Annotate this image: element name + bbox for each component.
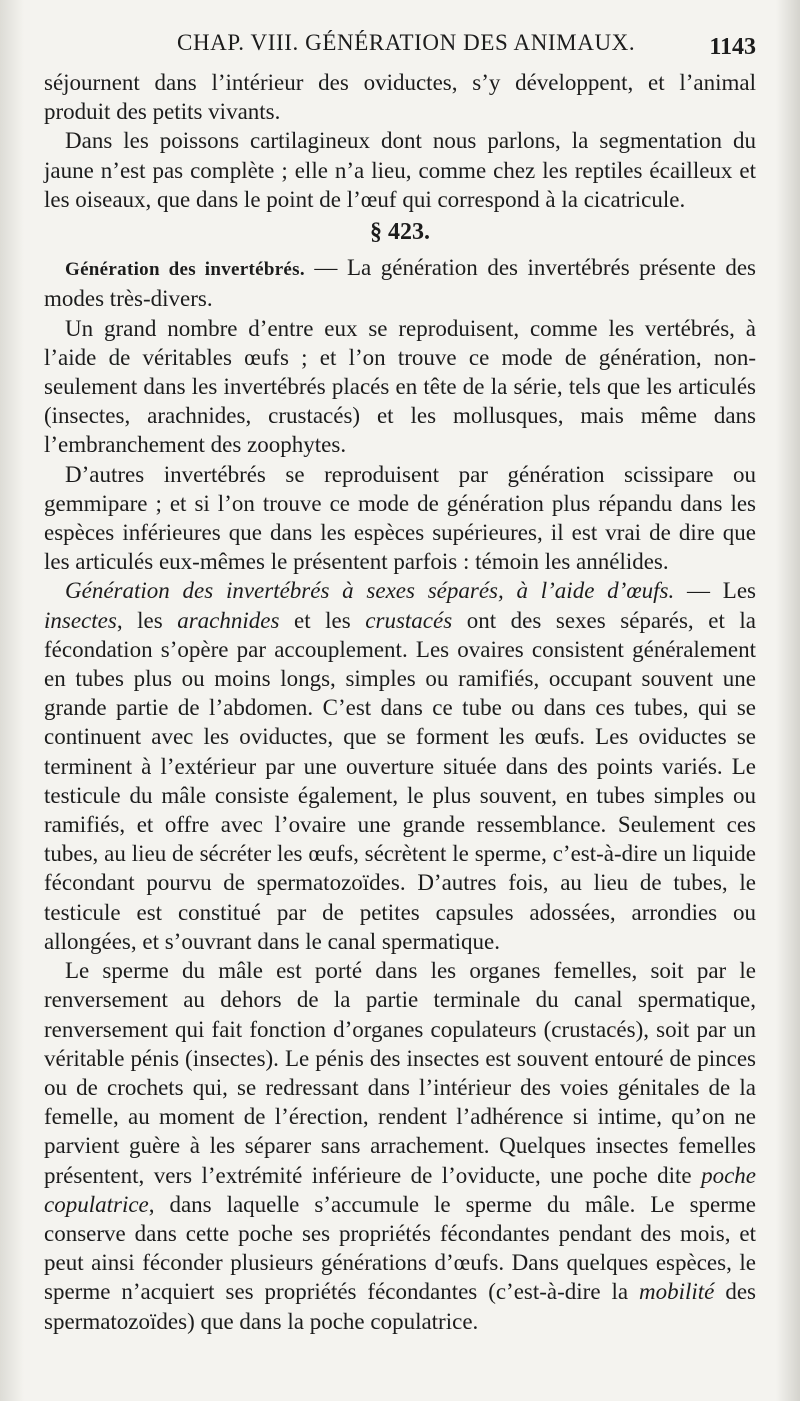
- paragraph-text: Le sperme du mâle est porté dans les organes femelles, soit par le renversement au dehors de la partie terminale du canal spermatique, renversement qui fait fonction d’organes copulateurs (crustacés), soit par un véritable pénis (insectes). Le pénis des insectes est souvent entouré de pinces ou de crochets qui, se redressant dans l’intérieur des voies génitales de la femelle, au moment de l’érection, rendent l’adhérence si intime, qu’on ne parvient guère à les séparer sans arrachement. Quelques insectes femelles présentent, vers l’extrémité inférieure de l’oviducte, une poche dite: [44, 958, 756, 1188]
- paragraph-invertebrate-generation: [44, 253, 756, 313]
- paragraph-text: , dans laquelle s’accumule le sperme du mâle. Le sperme conserve dans cette poche ses propriétés fécondantes pendant des mois, et peut ainsi féconder plusieurs générations d’œufs. Dans quelques espèces, le sperme n’acquiert ses propriétés fécondantes (c’est-à-dire la: [44, 1191, 756, 1305]
- running-title: CHAP. VIII. GÉNÉRATION DES ANIMAUX.: [177, 30, 636, 55]
- paragraph-continuation: séjournent dans l’intérieur des oviductes, s’y développent, et l’animal produit des petits vivants.: [44, 70, 756, 125]
- paragraph-separate-sexes: [44, 576, 756, 956]
- paragraph-true-eggs: Un grand nombre d’entre eux se reproduisent, comme les vertébrés, à l’aide de véritables œufs ; et l’on trouve ce mode de génération, non-seulement dans les invertébrés placés en tête de la série, tels que les articulés (insectes, arachnides, crustacés) et les mollusques, mais même dans l’embranchement des zoophytes.: [44, 315, 756, 458]
- page-number: 1143: [709, 34, 756, 60]
- heading-dash: — Les: [674, 578, 756, 604]
- paragraph-text: ont des sexes séparés, et la fécondation s’opère par accouplement. Les ovaires consistent généralement en tubes plus ou moins longs, simples ou ramifiés, occupant souvent une grande partie de l’abdomen. C’est dans ce tube ou dans ces tubes, qui se continuent avec les oviductes, que se forment les œufs. Les oviductes se terminent à l’extérieur par une ouverture située dans des points variés. Le testicule du mâle consiste également, le plus souvent, en tubes simples ou ramifiés, et offre avec l’ovaire une grande ressemblance. Seulement ces tubes, au lieu de sécréter les œufs, sécrètent le sperme, c’est-à-dire un liquide fécondant pourvu de spermatozoïdes. D’autres fois, au lieu de tubes, le testicule est constitué par de petites capsules adossées, arrondies ou allongées, et s’ouvrant dans le canal spermatique.: [44, 607, 756, 954]
- paragraph-scissiparous: D’autres invertébrés se reproduisent par génération scissipare ou gemmipare ; et si l’on trouve ce mode de génération plus répandu dans les espèces inférieures que dans les espèces supérieures, il est vrai de dire que les articulés eux-mêmes le présentent parfois : témoin les annélides.: [44, 461, 756, 575]
- italic-term: insectes: [44, 607, 117, 633]
- page-gutter-shadow: [0, 0, 24, 1401]
- paragraph-text: et les: [279, 607, 366, 633]
- running-header: [44, 30, 756, 64]
- italic-term: poche copulatrice: [44, 1162, 756, 1217]
- page-body: [44, 68, 756, 1336]
- heading-dash: —: [304, 255, 347, 281]
- italic-term: mobilité: [639, 1279, 715, 1305]
- italic-term: crustacés: [365, 607, 453, 633]
- paragraph-heading: Génération des invertébrés.: [65, 259, 305, 281]
- paragraph-text: , les: [116, 607, 178, 633]
- paragraph-cartilaginous-fish: Dans les poissons cartilagineux dont nous parlons, la segmentation du jaune n’est pas complète ; elle n’a lieu, comme chez les reptiles écailleux et les oiseaux, que dans le point de l’œuf qui correspond à la cicatricule.: [44, 128, 756, 212]
- paragraph-text: La génération des invertébrés présente des modes très-divers.: [44, 255, 756, 312]
- section-number: § 423.: [370, 219, 430, 246]
- italic-heading: Génération des invertébrés à sexes séparés, à l’aide d’œufs.: [65, 578, 675, 604]
- page-edge-shadow: [776, 0, 800, 1401]
- paragraph-sperm-transfer: [44, 956, 756, 1336]
- italic-term: arachnides: [177, 607, 280, 633]
- paragraph-text: des spermatozoïdes) que dans la poche copulatrice.: [44, 1279, 756, 1334]
